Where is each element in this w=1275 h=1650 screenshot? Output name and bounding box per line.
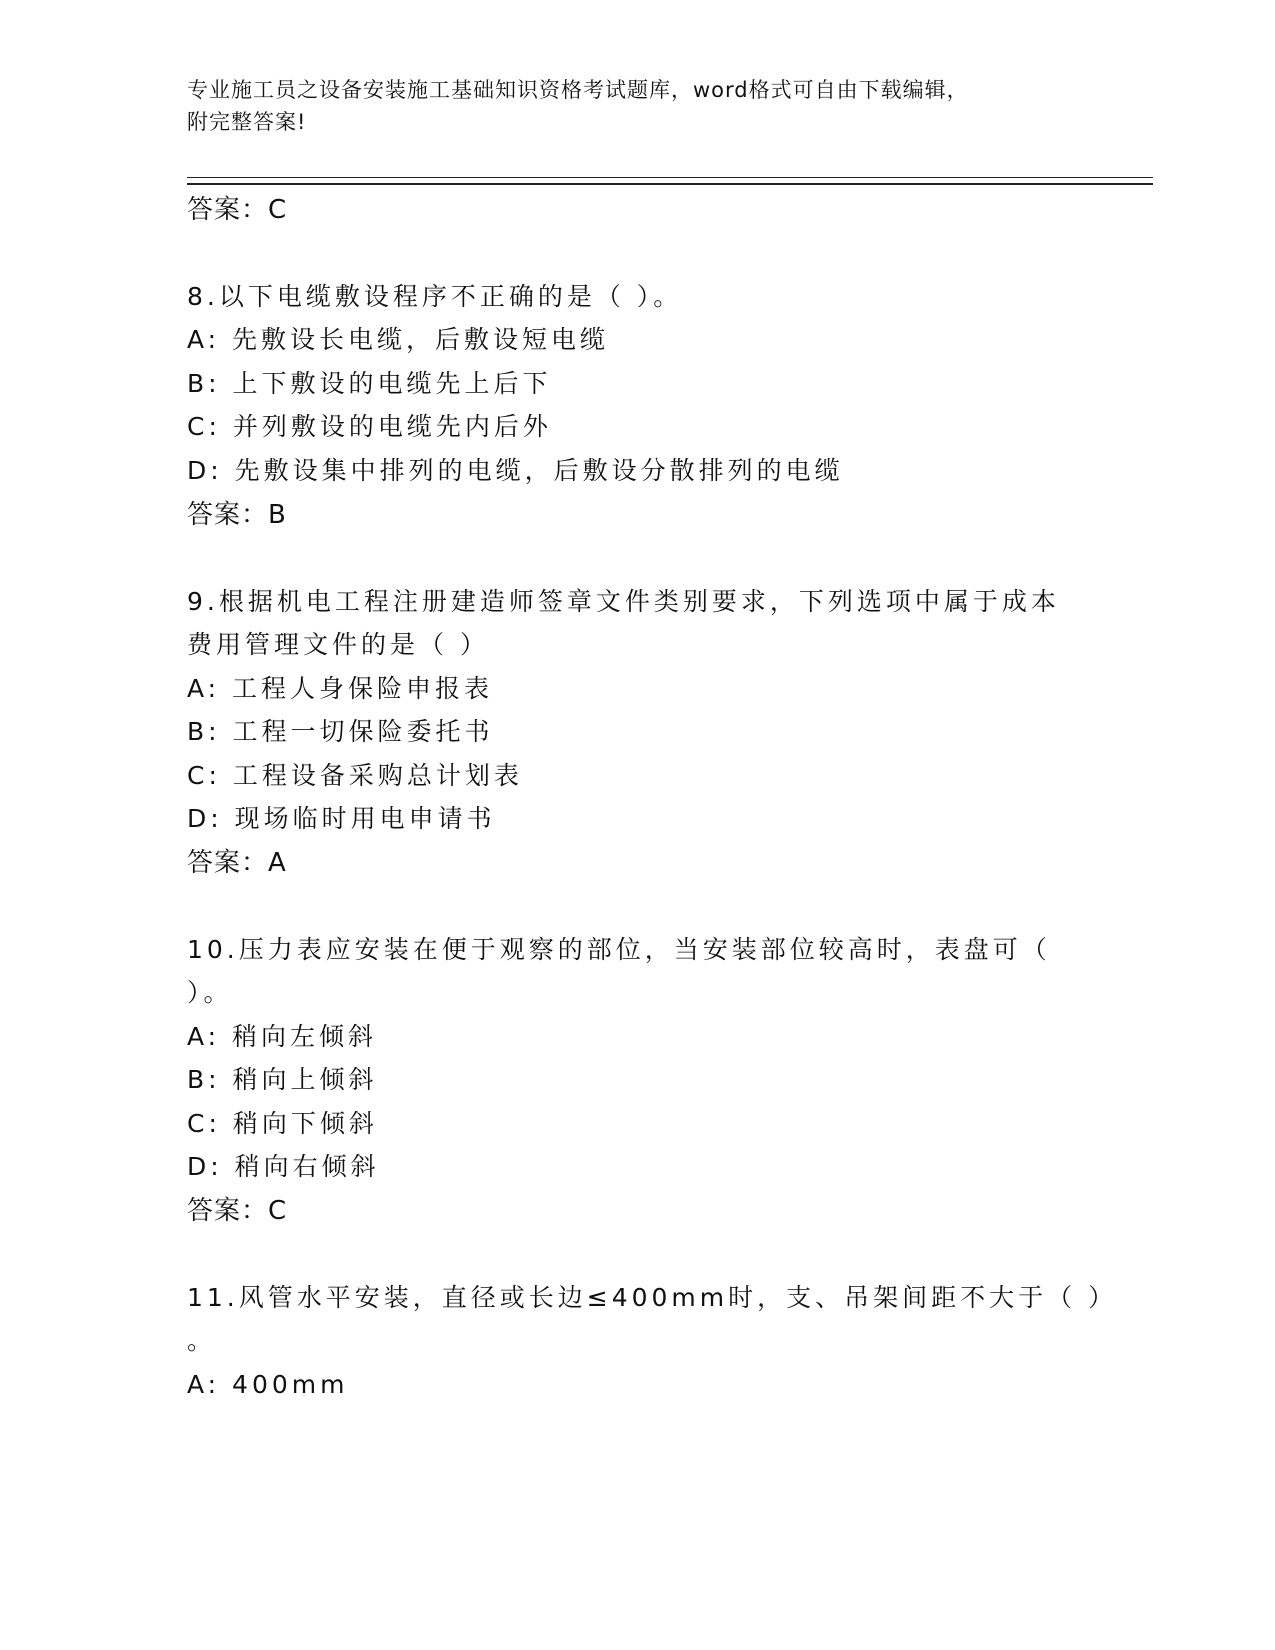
- header-divider-thick: [187, 183, 1153, 185]
- q10-option-d: D: 稍向右倾斜: [187, 1152, 380, 1181]
- q9-option-d: D: 现场临时用电申请书: [187, 804, 496, 833]
- q9-option-a: A: 工程人身保险申报表: [187, 674, 494, 703]
- header-line-2: 附完整答案!: [187, 110, 307, 134]
- header-divider-thin: [187, 177, 1153, 178]
- q9-question-line-2: 费用管理文件的是（ ）: [187, 630, 489, 659]
- q11-option-a: A: 400mm: [187, 1370, 349, 1399]
- q8-option-a: A: 先敷设长电缆，后敷设短电缆: [187, 325, 610, 354]
- header-line-1: 专业施工员之设备安装施工基础知识资格考试题库，word格式可自由下载编辑，: [187, 78, 969, 102]
- q8-option-b: B: 上下敷设的电缆先上后下: [187, 369, 552, 398]
- q8-option-c: C: 并列敷设的电缆先内后外: [187, 412, 552, 441]
- q8-question: 8.以下电缆敷设程序不正确的是（ ）。: [187, 282, 683, 311]
- q7-answer: 答案：C: [187, 195, 288, 225]
- q10-answer: 答案：C: [187, 1196, 288, 1226]
- q11-question-line-1: 11.风管水平安装，直径或长边≤400mm时，支、吊架间距不大于（ ）: [187, 1283, 1118, 1312]
- q10-question-line-1: 10.压力表应安装在便于观察的部位，当安装部位较高时，表盘可（: [187, 935, 1051, 964]
- q10-option-c: C: 稍向下倾斜: [187, 1109, 378, 1138]
- q9-option-c: C: 工程设备采购总计划表: [187, 761, 523, 790]
- document-header: [187, 74, 1087, 138]
- q9-question-line-1: 9.根据机电工程注册建造师签章文件类别要求，下列选项中属于成本: [187, 587, 1060, 616]
- q9-option-b: B: 工程一切保险委托书: [187, 717, 494, 746]
- q9-answer: 答案：A: [187, 848, 287, 878]
- q11-question-line-2: 。: [187, 1326, 217, 1355]
- q8-option-d: D: 先敷设集中排列的电缆，后敷设分散排列的电缆: [187, 456, 844, 485]
- q10-option-b: B: 稍向上倾斜: [187, 1065, 378, 1094]
- q10-question-line-2: ）。: [187, 978, 233, 1007]
- q8-answer: 答案：B: [187, 500, 287, 530]
- q10-option-a: A: 稍向左倾斜: [187, 1022, 378, 1051]
